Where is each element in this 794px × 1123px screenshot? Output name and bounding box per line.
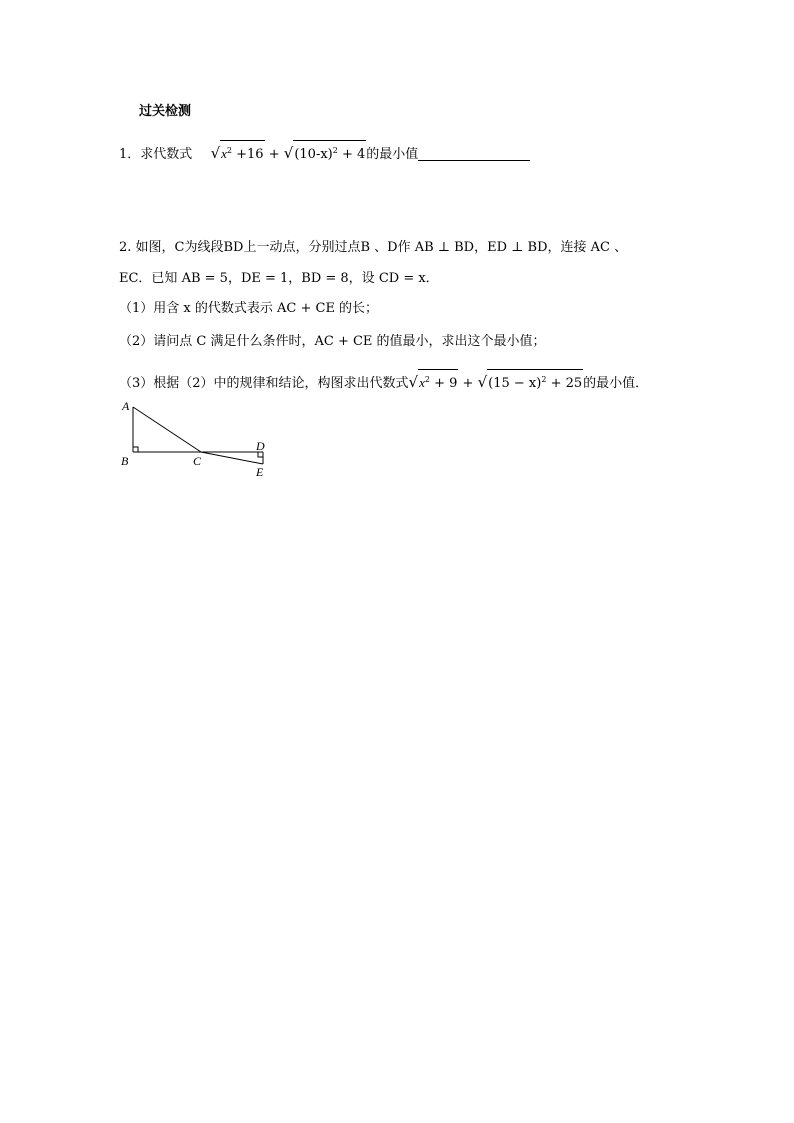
label-c: C: [193, 454, 202, 468]
geometry-figure: [115, 395, 285, 485]
q2-part-1: （1）用含 x 的代数式表示 AC + CE 的长；: [119, 301, 379, 316]
question-1: [119, 140, 530, 165]
q1-plus: +: [264, 147, 284, 162]
q2-line-1: 2. 如图，C为线段BD上一动点，分别过点B 、D作 AB ⊥ BD，ED ⊥ BD，连接 AC 、: [119, 240, 628, 255]
segment-ac: [133, 407, 201, 452]
label-e: E: [256, 465, 264, 479]
q1-answer-blank[interactable]: [418, 146, 530, 161]
q1-sqrt-right: $√(10-x)^2 + 4$: [284, 140, 367, 165]
q2-sqrt-left: $√x^2 + 9$: [409, 369, 459, 394]
section-title: 过关检测: [139, 104, 192, 119]
label-b: B: [121, 454, 129, 468]
q1-number: 1．: [119, 147, 141, 162]
q2-part-2: （2）请问点 C 满足什么条件时，AC + CE 的值最小，求出这个最小值；: [119, 334, 546, 349]
segment-ce: [201, 452, 263, 464]
q2-part-3: （3）根据（2）中的规律和结论，构图求出代数式$√x^2 + 9 + √(15 - x)^2 + 25$的最小值．: [119, 369, 648, 394]
label-a: A: [122, 399, 130, 413]
label-d: D: [256, 439, 265, 453]
q1-sqrt-left: $√x^2 +16$: [211, 140, 265, 165]
q2-line-2: EC．已知 AB = 5，DE = 1，BD = 8，设 CD = x．: [119, 271, 439, 286]
q1-suffix: 的最小值: [366, 147, 419, 162]
right-angle-b: [133, 447, 138, 452]
q2-sqrt-right: $√(15 - x)^2 + 25$: [478, 369, 584, 394]
q1-prefix: 求代数式: [140, 147, 193, 162]
